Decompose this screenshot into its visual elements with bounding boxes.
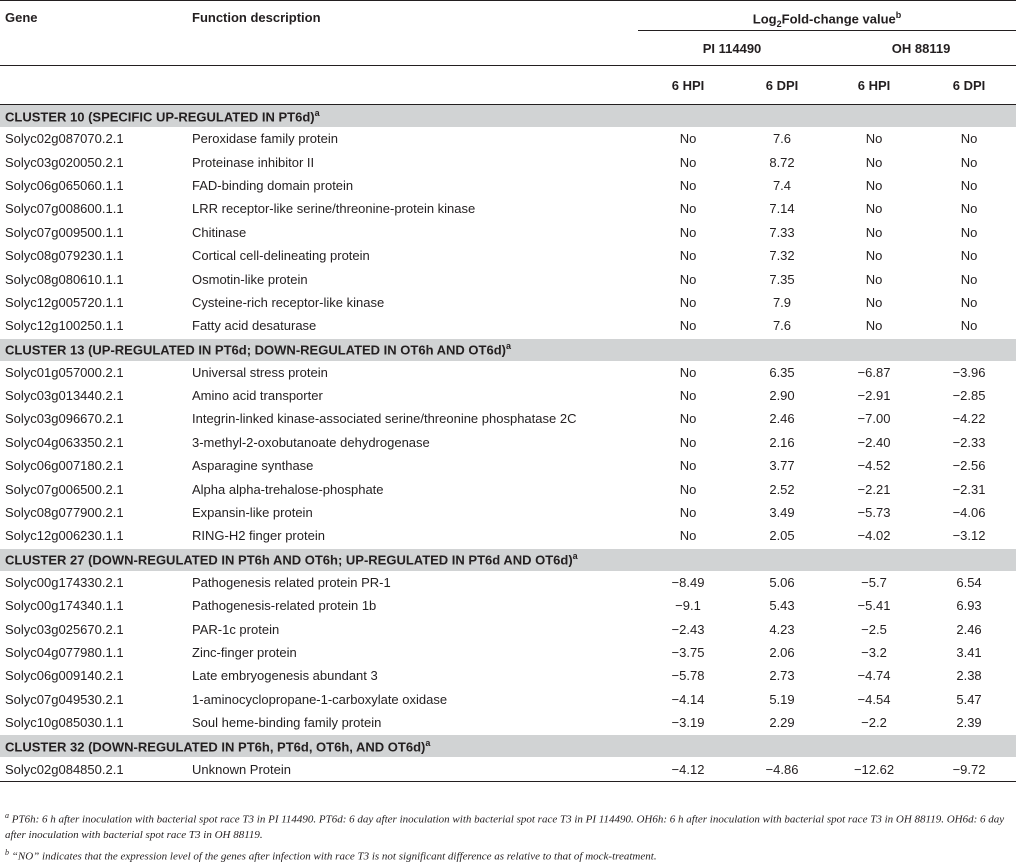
pi-6hpi-cell: −2.43 [671, 621, 705, 637]
function-cell: Chitinase [192, 224, 247, 240]
oh-6hpi-cell: −7.00 [857, 411, 891, 427]
gene-id-cell: Solyc04g077980.1.1 [5, 645, 124, 660]
pi-6hpi-cell: No [679, 481, 697, 497]
table-footnotes [0, 808, 1010, 866]
oh-6dpi-cell: 2.39 [956, 715, 982, 731]
pi-6dpi-cell: 7.6 [772, 131, 792, 147]
pi-6hpi-cell: No [679, 271, 697, 287]
gene-id-cell: Solyc08g077900.2.1 [5, 505, 124, 521]
cluster-title: CLUSTER 27 (DOWN-REGULATED IN PT6h AND OT6h; UP-REGULATED IN PT6d AND OT6d)$^a$ [0, 548, 1016, 571]
pi-6dpi-cell: 6.35 [769, 364, 795, 380]
function-cell: Asparagine synthase [192, 458, 314, 474]
gene-id-cell: Solyc02g087070.2.1 [5, 131, 124, 147]
oh-6hpi-cell: −4.74 [857, 668, 891, 684]
table-row [0, 267, 1016, 290]
table-row [0, 594, 1016, 617]
cluster-title: CLUSTER 13 (UP-REGULATED IN PT6d; DOWN-REGULATED IN OT6h AND OT6d)$^a$ [0, 338, 1016, 361]
header-group-pi-114490: PI 114490 [638, 31, 826, 66]
oh-6dpi-cell: No [960, 131, 978, 147]
oh-6dpi-cell: No [960, 318, 978, 334]
oh-6dpi-cell: 6.54 [956, 574, 982, 590]
pi-6hpi-cell: No [679, 131, 697, 147]
pi-6hpi-cell: No [679, 364, 697, 380]
table-row [0, 664, 1016, 687]
function-cell: 1-aminocyclopropane-1-carboxylate oxidase [192, 691, 448, 707]
pi-6hpi-cell: −4.12 [638, 757, 738, 781]
pi-6hpi-cell: No [679, 318, 697, 334]
pi-6hpi-cell: No [679, 528, 697, 544]
oh-6dpi-cell: 2.38 [956, 668, 982, 684]
pi-6dpi-cell: 7.9 [772, 294, 792, 310]
pi-6hpi-cell: No [679, 224, 697, 240]
gene-id-cell: Solyc06g065060.1.1 [5, 177, 124, 193]
pi-6hpi-cell: −9.1 [675, 598, 701, 614]
oh-6hpi-cell: −12.62 [826, 757, 922, 781]
pi-6dpi-cell: −4.86 [738, 757, 826, 781]
pi-6dpi-cell: 3.49 [769, 505, 795, 521]
cluster-header-row [0, 548, 1016, 571]
oh-6hpi-cell: No [865, 131, 883, 147]
gene-id-cell: Solyc07g049530.2.1 [5, 691, 124, 707]
header-pi-6hpi: 6 HPI [638, 66, 738, 105]
pi-6hpi-cell: No [679, 411, 697, 427]
pi-6dpi-cell: 2.52 [769, 481, 795, 497]
cluster-header-row [0, 105, 1016, 128]
pi-6dpi-cell: 7.33 [769, 224, 795, 240]
table-row [0, 314, 1016, 338]
table-row [0, 641, 1016, 664]
oh-6dpi-cell: −4.22 [952, 411, 986, 427]
function-cell: Late embryogenesis abundant 3 [192, 668, 378, 684]
header-row-groups [0, 31, 1016, 66]
function-cell: FAD-binding domain protein [192, 177, 354, 193]
header-group-oh-88119: OH 88119 [826, 31, 1016, 66]
pi-6hpi-cell: −3.19 [671, 715, 705, 731]
oh-6hpi-cell: −4.02 [857, 528, 891, 544]
function-cell: Zinc-finger protein [192, 645, 297, 660]
oh-6dpi-cell: 5.47 [956, 691, 982, 707]
pi-6dpi-cell: 2.05 [769, 528, 795, 544]
function-cell: Integrin-linked kinase-associated serine/threonine phosphatase 2C [192, 411, 577, 427]
table-row [0, 711, 1016, 735]
table-row [0, 361, 1016, 384]
oh-6dpi-cell: −4.06 [952, 505, 986, 521]
function-cell: Proteinase inhibitor II [192, 154, 315, 170]
pi-6hpi-cell: No [679, 154, 697, 170]
pi-6hpi-cell: −4.14 [671, 691, 705, 707]
oh-6dpi-cell: No [960, 248, 978, 264]
gene-id-cell: Solyc10g085030.1.1 [5, 715, 124, 731]
oh-6hpi-cell: −2.21 [857, 481, 891, 497]
table-row [0, 291, 1016, 314]
oh-6hpi-cell: No [865, 154, 883, 170]
pi-6dpi-cell: 7.6 [772, 318, 792, 334]
pi-6hpi-cell: −5.78 [671, 668, 705, 684]
function-cell: Pathogenesis related protein PR-1 [192, 574, 391, 590]
oh-6hpi-cell: No [865, 177, 883, 193]
header-pi-6dpi: 6 DPI [738, 66, 826, 105]
function-cell: Osmotin-like protein [192, 271, 308, 287]
oh-6hpi-cell: −5.73 [857, 505, 891, 521]
gene-id-cell: Solyc06g007180.2.1 [5, 458, 124, 474]
pi-6hpi-cell: No [679, 177, 697, 193]
oh-6dpi-cell: 2.46 [956, 621, 982, 637]
oh-6dpi-cell: −2.33 [952, 434, 986, 450]
oh-6hpi-cell: No [865, 224, 883, 240]
pi-6dpi-cell: 4.23 [769, 621, 795, 637]
function-cell: Soul heme-binding family protein [192, 715, 382, 731]
header-oh-6dpi: 6 DPI [922, 66, 1016, 105]
oh-6dpi-cell: −3.12 [952, 528, 986, 544]
table-row [0, 524, 1016, 548]
pi-6hpi-cell: No [679, 388, 697, 404]
gene-id-cell: Solyc06g009140.2.1 [5, 668, 124, 684]
pi-6dpi-cell: 7.32 [769, 248, 795, 264]
function-cell: Fatty acid desaturase [192, 318, 317, 334]
header-row-timepoints [0, 66, 1016, 105]
pi-6dpi-cell: 2.73 [769, 668, 795, 684]
table-row [0, 757, 1016, 781]
table-row [0, 501, 1016, 524]
oh-6dpi-cell: −2.85 [952, 388, 986, 404]
oh-6dpi-cell: −2.56 [952, 458, 986, 474]
pi-6hpi-cell: No [679, 434, 697, 450]
pi-6dpi-cell: 8.72 [769, 154, 795, 170]
function-cell: Peroxidase family protein [192, 131, 338, 147]
oh-6dpi-cell: 3.41 [956, 645, 982, 660]
table-row [0, 174, 1016, 197]
table-row [0, 244, 1016, 267]
cluster-header-row [0, 735, 1016, 758]
oh-6dpi-cell: No [960, 294, 978, 310]
oh-6dpi-cell: No [960, 201, 978, 217]
function-cell: 3-methyl-2-oxobutanoate dehydrogenase [192, 434, 430, 450]
gene-id-cell: Solyc07g009500.1.1 [5, 224, 124, 240]
pi-6dpi-cell: 2.29 [769, 715, 795, 731]
pi-6hpi-cell: No [679, 248, 697, 264]
gene-id-cell: Solyc07g008600.1.1 [5, 201, 124, 217]
function-cell: Unknown Protein [192, 757, 638, 781]
oh-6dpi-cell: No [960, 224, 978, 240]
oh-6hpi-cell: No [865, 318, 883, 334]
function-cell: Alpha alpha-trehalose-phosphate [192, 481, 384, 497]
oh-6dpi-cell: No [960, 177, 978, 193]
gene-id-cell: Solyc00g174340.1.1 [5, 598, 124, 614]
gene-id-cell: Solyc12g100250.1.1 [5, 318, 124, 334]
function-cell: Amino acid transporter [192, 388, 323, 404]
table-row [0, 454, 1016, 477]
oh-6dpi-cell: −2.31 [952, 481, 986, 497]
gene-id-cell: Solyc07g006500.2.1 [5, 481, 124, 497]
pi-6hpi-cell: No [679, 505, 697, 521]
gene-id-cell: Solyc03g025670.2.1 [5, 621, 124, 637]
gene-id-cell: Solyc12g005720.1.1 [5, 294, 124, 310]
cluster-title: CLUSTER 32 (DOWN-REGULATED IN PT6h, PT6d, OT6h, AND OT6d)$^a$ [0, 735, 1016, 758]
gene-id-cell: Solyc03g020050.2.1 [5, 154, 124, 170]
function-cell: Cysteine-rich receptor-like kinase [192, 294, 385, 310]
pi-6dpi-cell: 7.35 [769, 271, 795, 287]
gene-id-cell: Solyc12g006230.1.1 [5, 528, 124, 544]
oh-6hpi-cell: No [865, 294, 883, 310]
pi-6dpi-cell: 7.14 [769, 201, 795, 217]
oh-6hpi-cell: −2.40 [857, 434, 891, 450]
oh-6dpi-cell: 6.93 [956, 598, 982, 614]
gene-id-cell: Solyc03g096670.2.1 [5, 411, 124, 427]
function-cell: Cortical cell-delineating protein [192, 248, 370, 264]
gene-id-cell: Solyc03g013440.2.1 [5, 388, 124, 404]
table-row [0, 384, 1016, 407]
header-function: Function description [192, 1, 638, 31]
gene-id-cell: Solyc08g079230.1.1 [5, 248, 124, 264]
pi-6dpi-cell: 2.06 [769, 645, 795, 660]
oh-6hpi-cell: −4.52 [857, 458, 891, 474]
table-row [0, 197, 1016, 220]
pi-6dpi-cell: 5.06 [769, 574, 795, 590]
table-row [0, 617, 1016, 640]
header-gene: Gene [0, 1, 192, 31]
function-cell: Universal stress protein [192, 364, 328, 380]
pi-6hpi-cell: −8.49 [671, 574, 705, 590]
function-cell: Expansin-like protein [192, 505, 313, 521]
oh-6hpi-cell: −5.7 [861, 574, 887, 590]
table-body [0, 105, 1016, 782]
gene-id-cell: Solyc08g080610.1.1 [5, 271, 124, 287]
table-row [0, 407, 1016, 430]
pi-6dpi-cell: 7.4 [772, 177, 792, 193]
oh-6hpi-cell: −6.87 [857, 364, 891, 380]
oh-6hpi-cell: −4.54 [857, 691, 891, 707]
header-row-main [0, 1, 1016, 31]
oh-6hpi-cell: No [865, 201, 883, 217]
footnote-b: $^b$ “NO” indicates that the expression level of the genes after infection with race T3 is not significant difference as relative to that of mock-treatment. [5, 847, 657, 863]
oh-6dpi-cell: No [960, 271, 978, 287]
pi-6hpi-cell: No [679, 201, 697, 217]
oh-6hpi-cell: −2.5 [861, 621, 887, 637]
pi-6dpi-cell: 2.46 [769, 411, 795, 427]
header-oh-6hpi: 6 HPI [826, 66, 922, 105]
gene-id-cell: Solyc02g084850.2.1 [0, 757, 192, 781]
oh-6dpi-cell: −9.72 [922, 757, 1016, 781]
cluster-header-row [0, 338, 1016, 361]
gene-id-cell: Solyc00g174330.2.1 [5, 574, 124, 590]
function-cell: PAR-1c protein [192, 621, 280, 637]
gene-id-cell: Solyc04g063350.2.1 [5, 434, 124, 450]
pi-6hpi-cell: No [679, 458, 697, 474]
table-row [0, 477, 1016, 500]
table-row [0, 431, 1016, 454]
oh-6hpi-cell: −2.2 [861, 715, 887, 731]
table-row [0, 150, 1016, 173]
table-row [0, 221, 1016, 244]
gene-id-cell: Solyc01g057000.2.1 [5, 364, 124, 380]
cluster-title: CLUSTER 10 (SPECIFIC UP-REGULATED IN PT6d)$^a$ [0, 105, 1016, 128]
function-cell: Pathogenesis-related protein 1b [192, 598, 377, 614]
table-row [0, 688, 1016, 711]
oh-6hpi-cell: No [865, 248, 883, 264]
oh-6dpi-cell: No [960, 154, 978, 170]
table-row [0, 127, 1016, 150]
oh-6hpi-cell: −2.91 [857, 388, 891, 404]
pi-6dpi-cell: 5.19 [769, 691, 795, 707]
pi-6hpi-cell: −3.75 [671, 645, 705, 660]
footnote-a: $^a$ PT6h: 6 h after inoculation with bacterial spot race T3 in PI 114490. PT6d: 6 day after inoculation with bacterial spot race T3 in PI 114490. OH6h: 6 h after inoculation with bacterial spot race T3 in OH 88119. OH6d: 6 day after inoculation with bacterial spot race T3 in OH 88119. [5, 811, 1005, 841]
oh-6hpi-cell: −5.41 [857, 598, 891, 614]
header-log2-fold-change: Log$_2$Fold-change value$^b$ [638, 1, 1016, 31]
pi-6dpi-cell: 2.16 [769, 434, 795, 450]
pi-6dpi-cell: 2.90 [769, 388, 795, 404]
function-cell: RING-H2 finger protein [192, 528, 325, 544]
oh-6hpi-cell: −3.2 [861, 645, 887, 660]
oh-6hpi-cell: No [865, 271, 883, 287]
oh-6dpi-cell: −3.96 [952, 364, 986, 380]
pi-6hpi-cell: No [679, 294, 697, 310]
pi-6dpi-cell: 3.77 [769, 458, 795, 474]
function-cell: LRR receptor-like serine/threonine-protein kinase [192, 201, 476, 217]
pi-6dpi-cell: 5.43 [769, 598, 795, 614]
table-row [0, 571, 1016, 594]
